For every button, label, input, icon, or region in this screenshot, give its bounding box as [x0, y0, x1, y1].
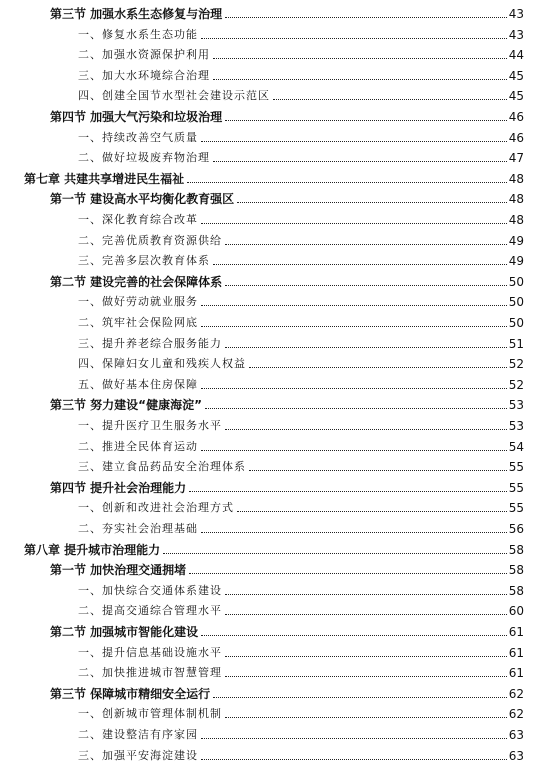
toc-entry-title: 三、加大水环境综合治理 [78, 68, 210, 82]
dot-leader [213, 58, 507, 59]
toc-page-number: 50 [508, 295, 524, 310]
toc-page-number: 44 [508, 48, 524, 63]
dot-leader [225, 244, 507, 245]
toc-entry-title: 二、加快推进城市智慧管理 [78, 666, 222, 680]
toc-page-number: 48 [508, 213, 524, 227]
toc-section-row[interactable] [50, 557, 524, 577]
toc-item-row[interactable] [78, 434, 524, 454]
toc-page-number: 60 [508, 604, 524, 619]
toc-item-row[interactable] [78, 516, 524, 536]
dot-leader [213, 79, 507, 80]
toc-item-row[interactable] [78, 228, 524, 248]
dot-leader [225, 614, 507, 615]
dot-leader [201, 635, 507, 636]
toc-page-number: 61 [508, 625, 524, 639]
toc-page-number: 43 [508, 27, 524, 42]
toc-item-row[interactable] [78, 372, 524, 392]
toc-page-number: 55 [508, 501, 524, 516]
toc-page-number: 63 [508, 728, 524, 742]
dot-leader [249, 367, 507, 368]
dot-leader [163, 553, 507, 554]
dot-leader [225, 656, 507, 657]
toc-entry-title: 第三节 保障城市精细安全运行 [50, 686, 211, 701]
toc-page-number: 55 [508, 480, 524, 495]
dot-leader [225, 676, 507, 677]
toc-entry-title: 三、提升养老综合服务能力 [78, 336, 222, 350]
toc-page-number: 54 [508, 439, 524, 454]
toc-entry-title: 第四节 加强大气污染和垃圾治理 [50, 110, 223, 124]
toc-page-number: 61 [508, 666, 524, 681]
toc-entry-title: 第二节 加强城市智能化建设 [50, 625, 199, 639]
toc-entry-title: 第三节 加强水系生态修复与治理 [50, 7, 223, 21]
toc-entry-title: 三、完善多层次教育体系 [78, 254, 210, 268]
toc-section-row[interactable] [50, 269, 524, 289]
toc-page-number: 56 [508, 522, 524, 536]
toc-entry-title: 五、做好基本住房保障 [78, 377, 198, 391]
toc-item-row[interactable] [78, 701, 524, 721]
dot-leader [201, 450, 507, 451]
toc-entry-title: 三、加强平安海淀建设 [78, 748, 198, 762]
toc-page-number: 51 [508, 336, 524, 351]
toc-entry-title: 二、完善优质教育资源供给 [78, 233, 222, 247]
dot-leader [201, 326, 507, 327]
toc-entry-title: 二、加强水资源保护利用 [78, 48, 210, 62]
toc-entry-title: 二、推进全民体育运动 [78, 439, 198, 453]
toc-page-number: 52 [508, 357, 524, 372]
toc-item-row[interactable] [78, 145, 524, 165]
toc-page-number: 50 [508, 316, 524, 330]
dot-leader [201, 305, 507, 306]
dot-leader [225, 17, 507, 18]
dot-leader [201, 759, 507, 760]
toc-page-number: 49 [508, 254, 524, 269]
toc-section-row[interactable] [50, 104, 524, 124]
toc-entry-title: 一、提升医疗卫生服务水平 [78, 419, 222, 432]
toc-entry-title: 二、筑牢社会保险网底 [78, 316, 198, 329]
toc-item-row[interactable] [78, 289, 524, 309]
toc-page-number: 62 [508, 686, 524, 701]
toc-entry-title: 第三节 努力建设“健康海淀” [50, 398, 202, 413]
toc-page-number: 48 [508, 171, 524, 186]
toc-entry-title: 第七章 共建共享增进民生福祉 [24, 171, 185, 186]
dot-leader [189, 491, 507, 492]
toc-page-number: 55 [508, 460, 524, 475]
dot-leader [249, 470, 507, 471]
toc-page-number: 48 [508, 192, 524, 207]
toc-entry-title: 二、夯实社会治理基础 [78, 522, 198, 535]
toc-entry-title: 一、创新和改进社会治理方式 [78, 501, 234, 515]
dot-leader [237, 511, 507, 512]
dot-leader [201, 532, 507, 533]
toc-item-row[interactable] [78, 495, 524, 515]
toc-section-row[interactable] [50, 475, 524, 495]
dot-leader [201, 738, 507, 739]
toc-page-number: 50 [508, 274, 524, 289]
toc-entry-title: 一、提升信息基础设施水平 [78, 645, 222, 659]
toc-item-row[interactable] [78, 331, 524, 351]
dot-leader [237, 202, 507, 203]
toc-chapter-row[interactable] [24, 537, 524, 557]
toc-page-number: 46 [508, 130, 524, 145]
dot-leader [187, 182, 507, 183]
toc-entry-title: 二、做好垃圾废弃物治理 [78, 151, 210, 165]
toc-item-row[interactable] [78, 83, 524, 103]
dot-leader [205, 408, 507, 409]
toc-item-row[interactable] [78, 598, 524, 618]
toc-page-number: 46 [508, 110, 524, 124]
toc-item-row[interactable] [78, 578, 524, 598]
toc-page-number: 63 [508, 748, 524, 763]
toc-section-row[interactable] [50, 186, 524, 206]
toc-item-row[interactable] [78, 351, 524, 371]
dot-leader [213, 161, 507, 162]
toc-entry-title: 一、加快综合交通体系建设 [78, 583, 222, 597]
dot-leader [273, 99, 507, 100]
toc-page-number: 52 [508, 377, 524, 392]
toc-page-number: 58 [508, 563, 524, 578]
toc-section-row[interactable] [50, 619, 524, 639]
dot-leader [225, 120, 507, 121]
toc-page-number: 53 [508, 398, 524, 413]
dot-leader [225, 285, 507, 286]
dot-leader [201, 38, 507, 39]
dot-leader [201, 141, 507, 142]
toc-page-number: 43 [508, 7, 524, 21]
toc-item-row[interactable] [78, 63, 524, 83]
toc-page-number: 58 [508, 583, 524, 598]
toc-item-row[interactable] [78, 310, 524, 330]
toc-entry-title: 三、建立食品药品安全治理体系 [78, 460, 246, 474]
toc-entry-title: 第一节 建设高水平均衡化教育强区 [50, 192, 235, 207]
toc-item-row[interactable] [78, 640, 524, 660]
toc-item-row[interactable] [78, 722, 524, 742]
toc-section-row[interactable] [50, 681, 524, 701]
toc-item-row[interactable] [78, 660, 524, 680]
toc-entry-title: 一、深化教育综合改革 [78, 213, 198, 226]
toc-item-row[interactable] [78, 454, 524, 474]
toc-chapter-row[interactable] [24, 166, 524, 186]
toc-page-number: 62 [508, 707, 524, 722]
dot-leader [189, 573, 507, 574]
toc-item-row[interactable] [78, 248, 524, 268]
toc-entry-title: 第一节 加快治理交通拥堵 [50, 563, 187, 578]
toc-entry-title: 第二节 建设完善的社会保障体系 [50, 274, 223, 289]
dot-leader [225, 594, 507, 595]
dot-leader [225, 347, 507, 348]
toc-entry-title: 一、修复水系生态功能 [78, 27, 198, 41]
toc-page-number: 45 [508, 68, 524, 83]
toc-page-number: 45 [508, 89, 524, 104]
toc-entry-title: 二、建设整洁有序家园 [78, 728, 198, 741]
toc-page-number: 47 [508, 151, 524, 166]
toc-entry-title: 第八章 提升城市治理能力 [24, 542, 161, 557]
dot-leader [225, 429, 507, 430]
toc-item-row[interactable] [78, 125, 524, 145]
toc-page-number: 58 [508, 542, 524, 557]
dot-leader [213, 264, 507, 265]
toc-entry-title: 二、提高交通综合管理水平 [78, 604, 222, 618]
dot-leader [201, 223, 507, 224]
toc-entry-title: 一、创新城市管理体制机制 [78, 707, 222, 721]
toc-page-number: 49 [508, 233, 524, 248]
toc-page-number: 61 [508, 645, 524, 660]
toc-entry-title: 一、做好劳动就业服务 [78, 295, 198, 309]
toc-entry-title: 四、保障妇女儿童和残疾人权益 [78, 357, 246, 371]
dot-leader [225, 717, 507, 718]
dot-leader [213, 697, 507, 698]
toc-entry-title: 四、创建全国节水型社会建设示范区 [78, 89, 270, 103]
toc-page-number: 53 [508, 419, 524, 433]
toc-section-row[interactable] [50, 392, 524, 412]
toc-item-row[interactable] [78, 413, 524, 433]
toc-item-row[interactable] [78, 42, 524, 62]
toc-item-row[interactable] [78, 22, 524, 42]
toc-item-row[interactable] [78, 207, 524, 227]
toc-item-row[interactable] [78, 743, 524, 763]
toc-section-row[interactable] [50, 1, 524, 21]
toc-entry-title: 一、持续改善空气质量 [78, 130, 198, 144]
dot-leader [201, 388, 507, 389]
toc-entry-title: 第四节 提升社会治理能力 [50, 480, 187, 495]
